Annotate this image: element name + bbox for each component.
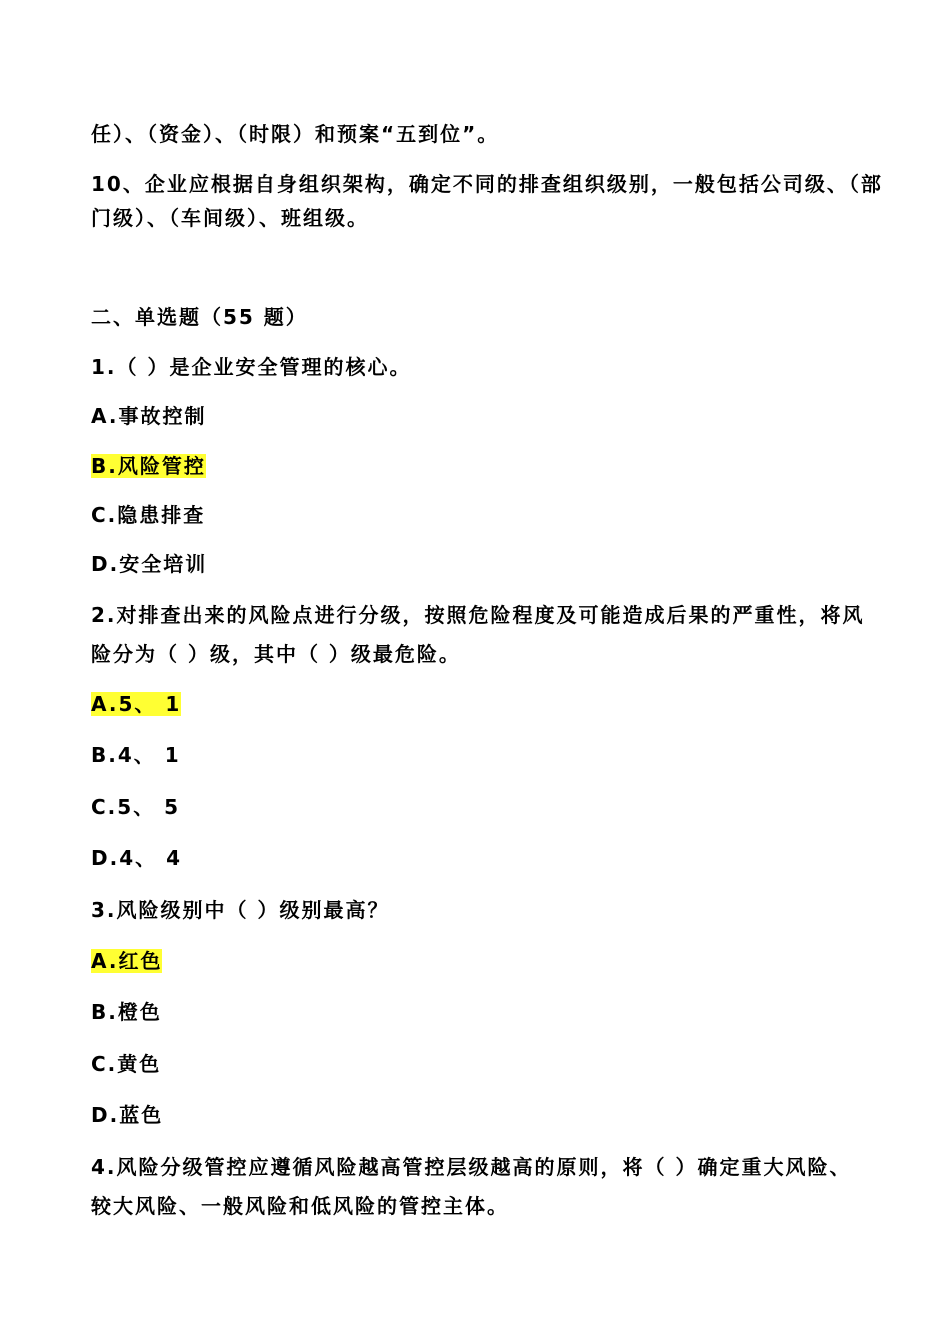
q2-option-c (91, 789, 880, 825)
q1-option-c (91, 497, 880, 533)
q2-stem-line-2: 险分为（ ）级，其中（ ）级最危险。 (91, 642, 461, 666)
option-text: D.蓝色 (91, 1103, 164, 1127)
option-text: C.5、 5 (91, 795, 181, 819)
q3-option-c (91, 1046, 880, 1082)
option-text: A.事故控制 (91, 404, 207, 428)
option-text: D.安全培训 (91, 552, 208, 576)
q4-stem-line-2: 较大风险、一般风险和低风险的管控主体。 (91, 1194, 509, 1218)
q10-line-1: 10、企业应根据自身组织架构，确定不同的排查组织级别，一般包括公司级、（部 (91, 172, 883, 196)
q10-line-2: 门级）、（车间级）、班组级。 (91, 206, 369, 230)
q1-option-b-answer (91, 448, 880, 484)
q2-option-a-answer (91, 686, 880, 722)
q3-stem: 3.风险级别中（ ）级别最高？ (91, 898, 390, 922)
section-title: 二、单选题（55 题） (91, 305, 308, 329)
option-text: C.黄色 (91, 1052, 162, 1076)
option-text: C.隐患排查 (91, 503, 206, 527)
option-text: D.4、 4 (91, 846, 182, 870)
q3-option-a-answer (91, 943, 880, 979)
highlighted-answer: B.风险管控 (91, 454, 206, 478)
q4-stem-line-1: 4.风险分级管控应遵循风险越高管控层级越高的原则，将（ ）确定重大风险、 (91, 1155, 852, 1179)
q3-option-d (91, 1097, 880, 1133)
q2-option-d (91, 840, 880, 876)
q2-stem-line-1: 2.对排查出来的风险点进行分级，按照危险程度及可能造成后果的严重性，将风 (91, 603, 865, 627)
option-text: B.橙色 (91, 1000, 162, 1024)
q2-option-b (91, 737, 880, 773)
option-text: B.4、 1 (91, 743, 181, 767)
q9-continuation: 任）、（资金）、（时限）和预案“五到位”。 (91, 122, 500, 146)
q3-option-b (91, 994, 880, 1030)
q1-stem: 1.（ ）是企业安全管理的核心。 (91, 355, 412, 379)
highlighted-answer: A.红色 (91, 949, 163, 973)
q1-option-d (91, 546, 880, 582)
highlighted-answer: A.5、 1 (91, 692, 182, 716)
q1-option-a (91, 398, 880, 434)
